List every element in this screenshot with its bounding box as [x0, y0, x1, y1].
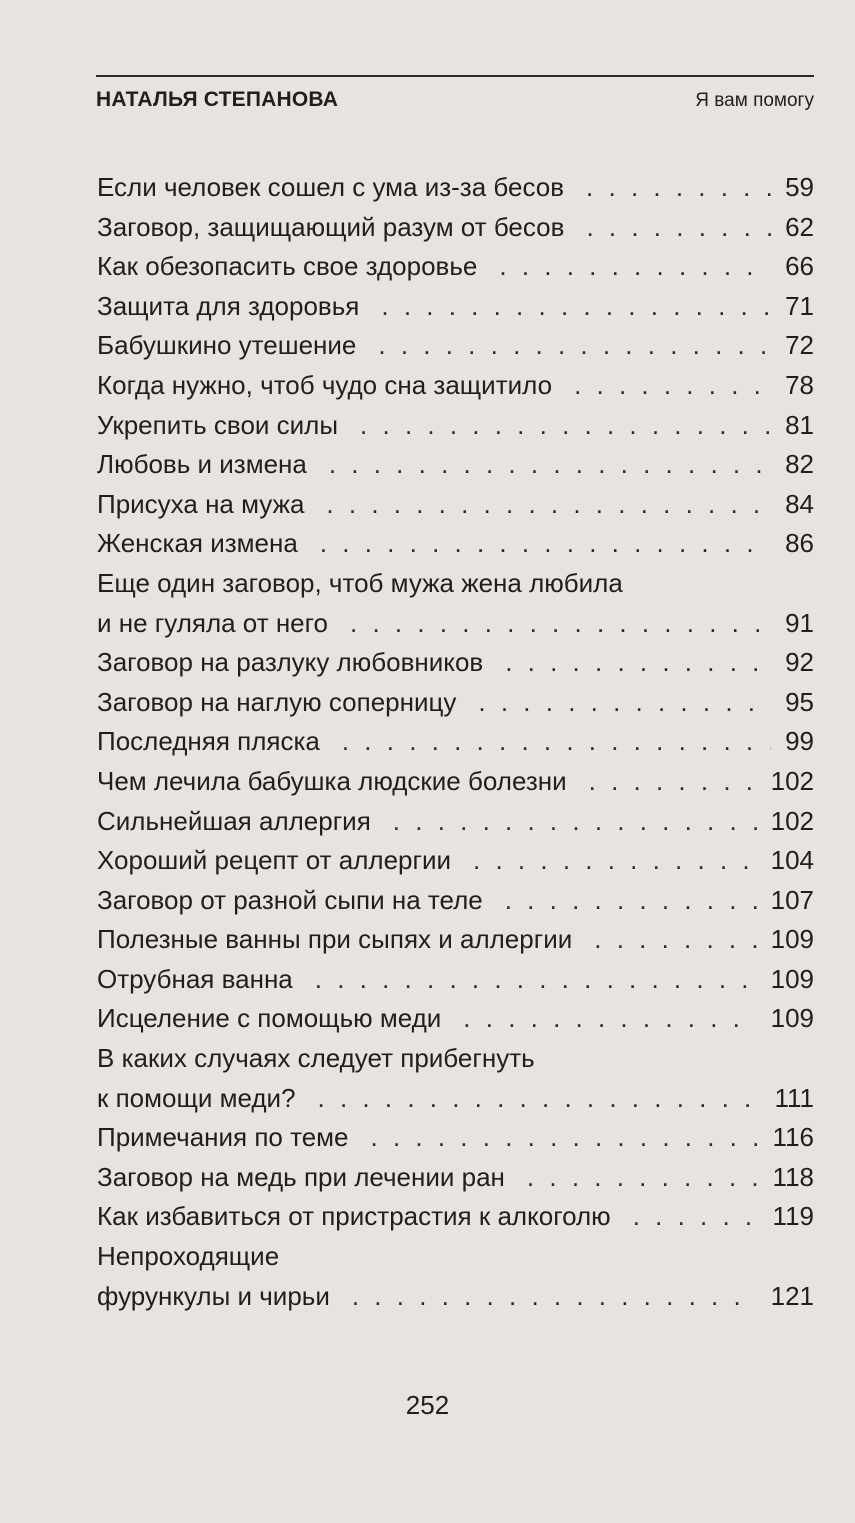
- toc-entry: [97, 366, 814, 406]
- toc-entry-line: [97, 1277, 814, 1317]
- toc-entry-title: Заговор от разной сыпи на теле: [97, 884, 483, 915]
- toc-entry-title: Исцеление с помощью меди: [97, 1003, 442, 1034]
- toc-entry-line: [97, 643, 814, 683]
- toc-entry-line: [97, 683, 814, 723]
- toc-entry-title: Когда нужно, чтоб чудо сна защитило: [97, 369, 553, 400]
- dot-leader: [594, 920, 756, 960]
- toc-entry-title: Хороший рецепт от аллергии: [97, 845, 452, 876]
- toc-entry-page: 109: [770, 963, 814, 994]
- dot-leader: [315, 960, 757, 1000]
- toc-entry-line-continued: [97, 1237, 814, 1277]
- toc-entry: [97, 722, 814, 762]
- toc-entry: [97, 1118, 814, 1158]
- toc-entry-page: 118: [772, 1161, 814, 1192]
- toc-entry-title: Женская измена: [97, 528, 298, 559]
- dot-leader: [505, 881, 757, 921]
- toc-entry-title: Бабушкино утешение: [97, 330, 357, 361]
- toc-entry-page: 102: [770, 765, 814, 796]
- toc-entry: [97, 920, 814, 960]
- toc-entry-line: [97, 445, 814, 485]
- toc-entry-page: 86: [785, 528, 814, 559]
- toc-entry: [97, 564, 814, 643]
- toc-entry-line: [97, 802, 814, 842]
- toc-entry: [97, 960, 814, 1000]
- toc-entry: [97, 326, 814, 366]
- dot-leader: [574, 366, 771, 406]
- toc-entry: [97, 247, 814, 287]
- toc-entry-title: Заговор на медь при лечении ран: [97, 1161, 505, 1192]
- toc-entry: [97, 1158, 814, 1198]
- toc-entry-line: [97, 920, 814, 960]
- dot-leader: [463, 999, 756, 1039]
- page-number: 252: [405, 1390, 450, 1420]
- dot-leader: [371, 1118, 759, 1158]
- toc-entry-line: [97, 287, 814, 327]
- table-of-contents: [97, 168, 814, 1316]
- toc-entry-title: Еще один заговор, чтоб мужа жена любила: [97, 567, 623, 598]
- dot-leader: [473, 841, 757, 881]
- toc-entry-page: 111: [774, 1082, 814, 1113]
- toc-entry-page: 119: [772, 1201, 814, 1232]
- toc-entry-line: [97, 722, 814, 762]
- toc-entry-line: [97, 1079, 814, 1119]
- toc-entry-page: 66: [785, 251, 814, 282]
- toc-entry-title: Заговор на разлуку любовников: [97, 647, 484, 678]
- dot-leader: [318, 1079, 761, 1119]
- dot-leader: [350, 604, 771, 644]
- toc-entry-page: 104: [770, 845, 814, 876]
- dot-leader: [342, 722, 771, 762]
- toc-entry-page: 99: [785, 726, 814, 757]
- toc-entry-line: [97, 841, 814, 881]
- toc-entry: [97, 524, 814, 564]
- toc-entry-title: к помощи меди?: [97, 1082, 296, 1113]
- toc-entry-title: Чем лечила бабушка людские болезни: [97, 765, 567, 796]
- toc-entry-title: и не гуляла от него: [97, 607, 329, 638]
- dot-leader: [478, 683, 771, 723]
- toc-entry-title: Как избавиться от пристрастия к алкоголю: [97, 1201, 611, 1232]
- toc-entry-title: Присуха на мужа: [97, 488, 305, 519]
- dot-leader: [586, 208, 771, 248]
- dot-leader: [329, 445, 771, 485]
- toc-entry-title: Отрубная ванна: [97, 963, 293, 994]
- toc-entry-line-continued: [97, 1039, 814, 1079]
- toc-entry-line: [97, 406, 814, 446]
- toc-entry-title: Как обезопасить свое здоровье: [97, 251, 478, 282]
- running-header: [96, 88, 814, 118]
- toc-entry-page: 121: [770, 1280, 814, 1311]
- toc-entry-line: [97, 168, 814, 208]
- dot-leader: [633, 1197, 759, 1237]
- toc-entry-line: [97, 1118, 814, 1158]
- toc-entry-title: Любовь и измена: [97, 449, 307, 480]
- dot-leader: [378, 326, 771, 366]
- book-title: Я вам помогу: [695, 90, 814, 111]
- dot-leader: [527, 1158, 759, 1198]
- toc-entry-title: Заговор на наглую соперницу: [97, 686, 457, 717]
- dot-leader: [326, 485, 771, 525]
- toc-entry-title: В каких случаях следует прибегнуть: [97, 1043, 535, 1074]
- toc-entry: [97, 485, 814, 525]
- toc-entry-line: [97, 366, 814, 406]
- toc-entry: [97, 168, 814, 208]
- toc-entry-title: Если человек сошел с ума из-за бесов: [97, 172, 565, 202]
- toc-entry: [97, 1197, 814, 1237]
- toc-entry-page: 92: [785, 647, 814, 678]
- toc-entry-title: Последняя пляска: [97, 726, 320, 757]
- dot-leader: [320, 524, 771, 564]
- toc-entry-line: [97, 208, 814, 248]
- toc-entry-page: 95: [785, 686, 814, 717]
- toc-entry-line: [97, 524, 814, 564]
- toc-entry-line: [97, 762, 814, 802]
- toc-entry-title: Непроходящие: [97, 1241, 280, 1272]
- toc-entry-page: 91: [785, 607, 814, 638]
- toc-entry-page: 107: [770, 884, 814, 915]
- toc-entry-title: Полезные ванны при сыпях и аллергии: [97, 924, 573, 955]
- toc-entry: [97, 1039, 814, 1118]
- dot-leader: [499, 247, 771, 287]
- toc-entry-line: [97, 326, 814, 366]
- toc-entry-title: Примечания по теме: [97, 1122, 349, 1153]
- toc-entry-page: 78: [785, 369, 814, 400]
- toc-entry-title: фурункулы и чирьи: [97, 1280, 330, 1311]
- dot-leader: [589, 762, 757, 802]
- dot-leader: [381, 287, 771, 327]
- toc-entry-page: 82: [785, 449, 814, 480]
- toc-entry: [97, 881, 814, 921]
- toc-entry-page: 72: [785, 330, 814, 361]
- toc-entry: [97, 841, 814, 881]
- dot-leader: [352, 1277, 757, 1317]
- toc-entry-title: Защита для здоровья: [97, 290, 360, 321]
- toc-entry-page: 71: [785, 290, 814, 321]
- toc-entry: [97, 208, 814, 248]
- dot-leader: [505, 643, 771, 683]
- toc-entry-line-continued: [97, 564, 814, 604]
- toc-entry: [97, 445, 814, 485]
- toc-entry-line: [97, 604, 814, 644]
- toc-entry: [97, 406, 814, 446]
- toc-entry-line: [97, 485, 814, 525]
- dot-leader: [393, 802, 757, 842]
- toc-entry: [97, 643, 814, 683]
- dot-leader: [586, 168, 771, 208]
- toc-entry: [97, 683, 814, 723]
- toc-entry-title: Укрепить свои силы: [97, 409, 339, 440]
- toc-entry: [97, 287, 814, 327]
- toc-entry-line: [97, 1197, 814, 1237]
- dot-leader: [360, 406, 771, 446]
- toc-entry-line: [97, 1158, 814, 1198]
- author-name: НАТАЛЬЯ СТЕПАНОВА: [96, 88, 339, 111]
- toc-entry-page: 84: [785, 488, 814, 519]
- toc-entry-title: Заговор, защищающий разум от бесов: [97, 211, 565, 242]
- toc-entry-page: 62: [785, 211, 814, 242]
- toc-entry: [97, 802, 814, 842]
- toc-entry: [97, 1237, 814, 1316]
- toc-entry-page: 102: [770, 805, 814, 836]
- toc-entry-page: 109: [770, 924, 814, 955]
- toc-entry: [97, 999, 814, 1039]
- toc-entry-page: 109: [770, 1003, 814, 1034]
- toc-entry-line: [97, 881, 814, 921]
- toc-entry: [97, 762, 814, 802]
- header-rule: [96, 75, 814, 77]
- toc-entry-line: [97, 247, 814, 287]
- toc-entry-page: 116: [772, 1122, 814, 1153]
- toc-entry-line: [97, 960, 814, 1000]
- toc-entry-page: 59: [785, 172, 814, 202]
- toc-entry-line: [97, 999, 814, 1039]
- toc-entry-page: 81: [785, 409, 814, 440]
- toc-entry-title: Сильнейшая аллергия: [97, 805, 371, 836]
